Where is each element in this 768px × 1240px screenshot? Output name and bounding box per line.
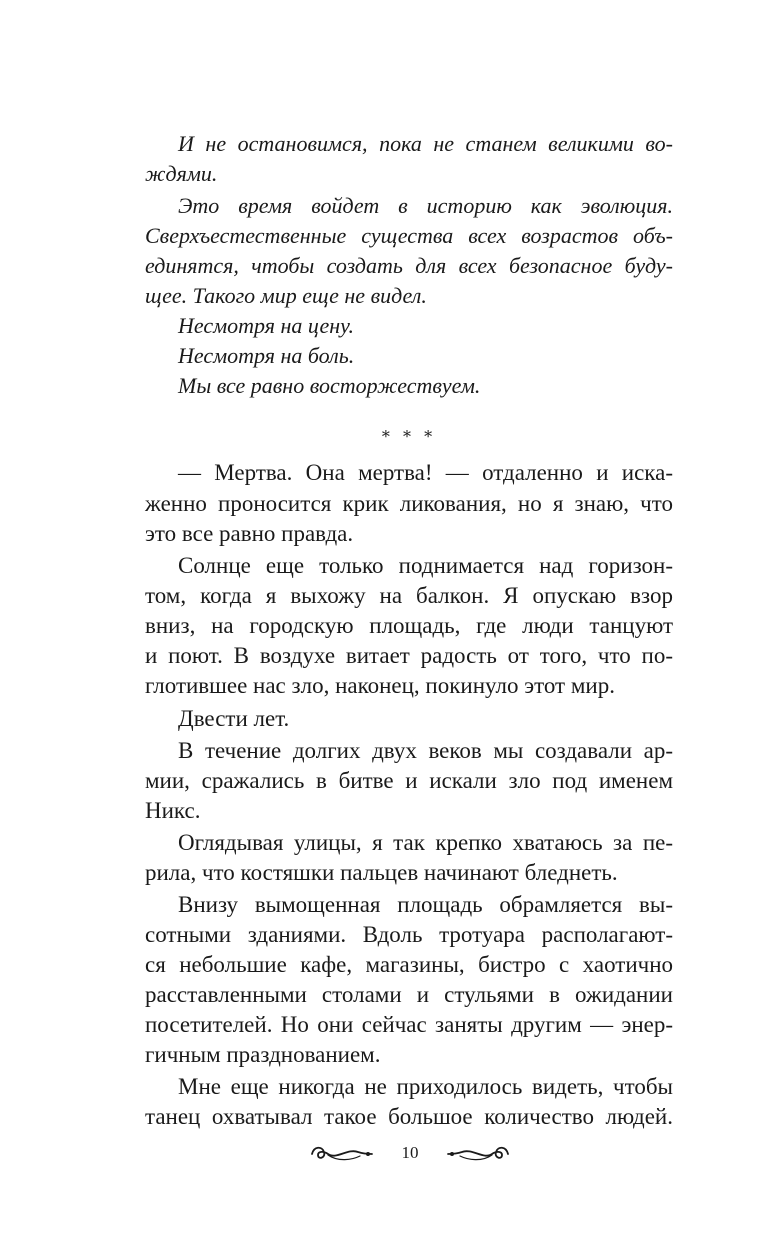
text-line: Несмотря на цену. — [178, 313, 355, 338]
flourish-right-icon — [446, 1142, 512, 1166]
text-line: Солнце еще только поднимается над горизон- — [178, 553, 673, 578]
text-line: глотившее нас зло, наконец, покинуло этот мир. — [145, 673, 615, 698]
text-line: Внизу вымощенная площадь обрамляется вы- — [178, 892, 673, 917]
text-line: мии, сражались в битве и искали зло под именем — [145, 768, 673, 793]
text-line: том, когда я выхожу на балкон. Я опускаю взор — [145, 583, 673, 608]
text-line: Сверхъестественные существа всех возрастов объ- — [145, 223, 673, 248]
text-line: — Мертва. Она мертва! — отдаленно и иска- — [178, 460, 673, 485]
text-line: единятся, чтобы создать для всех безопасное буду- — [145, 253, 673, 278]
text-line: это все равно правда. — [145, 521, 354, 546]
text-line: Двести лет. — [178, 706, 290, 731]
text-line: щее. Такого мир еще не видел. — [145, 283, 427, 308]
text-line: рила, что костяшки пальцев начинают бледнеть. — [145, 860, 618, 885]
text-line: Никс. — [145, 798, 201, 823]
text-line: вниз, на городскую площадь, где люди танцуют — [145, 613, 673, 638]
text-line: В течение долгих двух веков мы создавали ар- — [178, 738, 673, 763]
text-line: посетителей. Но они сейчас заняты другим — энер- — [145, 1012, 673, 1037]
flourish-left-icon — [308, 1142, 374, 1166]
page-footer — [300, 1136, 520, 1170]
text-line: ся небольшие кафе, магазины, бистро с хаотично — [145, 952, 673, 977]
text-line: ждями. — [145, 161, 218, 186]
text-line: и поют. В воздухе витает радость от того, что по- — [145, 643, 673, 668]
text-line: Оглядывая улицы, я так крепко хватаюсь за пе- — [178, 830, 673, 855]
text-line: гичным празднованием. — [145, 1042, 381, 1067]
text-line: сотными зданиями. Вдоль тротуара располагают- — [145, 922, 673, 947]
text-line: расставленными столами и стульями в ожидании — [145, 982, 673, 1007]
page-number: 10 — [401, 1143, 419, 1162]
text-line: Мы все равно восторжествуем. — [178, 373, 481, 398]
text-line: женно проносится крик ликования, но я знаю, что — [145, 491, 673, 516]
scene-separator: * * * — [381, 427, 437, 446]
text-line: Мне еще никогда не приходилось видеть, чтобы — [178, 1074, 673, 1099]
text-line: И не остановимся, пока не станем великими во- — [178, 131, 673, 156]
text-line: Несмотря на боль. — [178, 343, 355, 368]
text-line: танец охватывал такое большое количество людей. — [145, 1104, 673, 1129]
text-line: Это время войдет в историю как эволюция. — [178, 193, 673, 218]
